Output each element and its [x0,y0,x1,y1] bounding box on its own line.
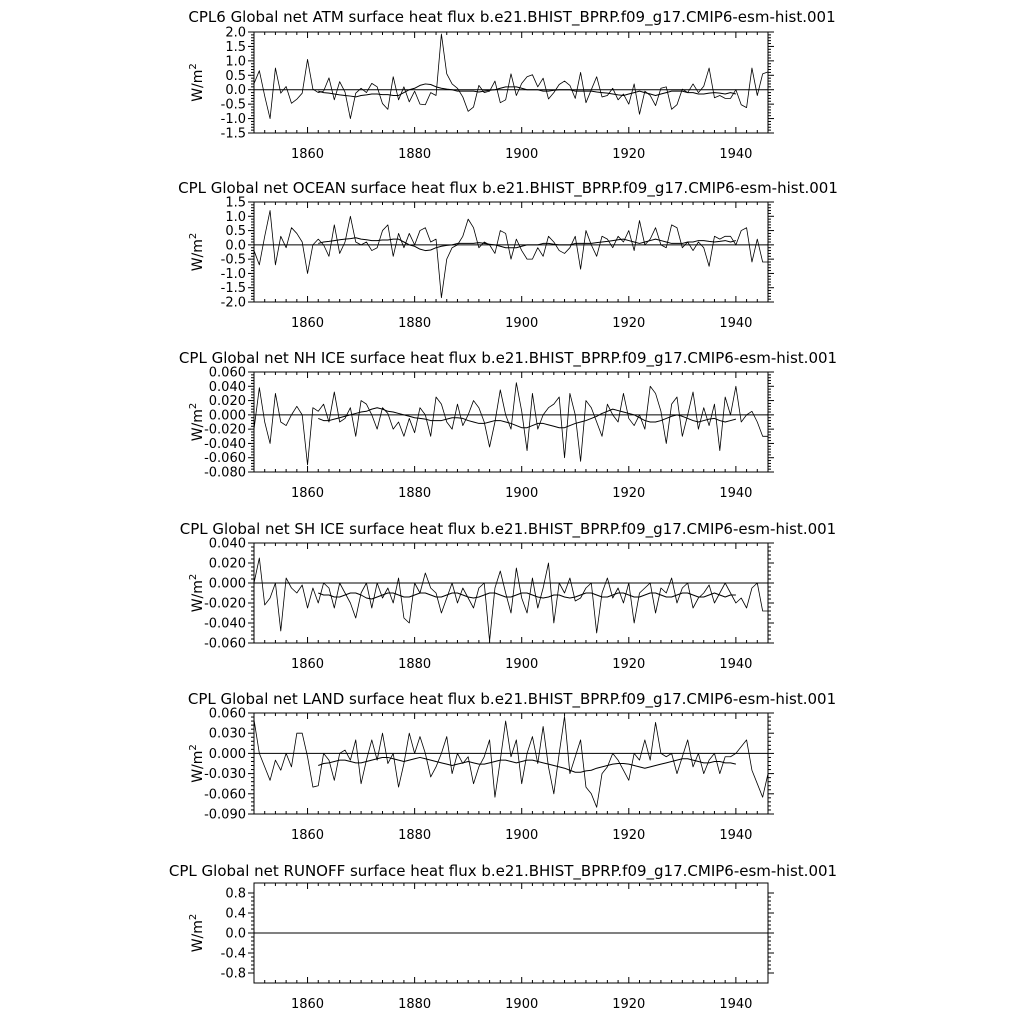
y-axis-label-superscript: 2 [188,63,199,70]
y-tick-label: 0.020 [208,394,246,410]
x-tick-label: 1860 [290,486,325,501]
y-axis-label-text: W/m [190,409,206,442]
x-tick-label: 1880 [398,828,432,843]
y-tick-label: 0.0 [225,238,246,254]
y-tick-label: -1.5 [220,126,246,142]
x-tick-label: 1900 [505,486,539,501]
x-tick-label: 1860 [290,147,325,162]
y-axis-label [188,403,206,442]
x-tick-label: 1920 [612,997,646,1012]
y-axis-label [188,574,206,613]
y-tick-label: 0.4 [225,906,246,922]
series-smoothed-line [318,408,736,428]
y-tick-label: -0.060 [204,451,246,467]
x-tick-label: 1880 [398,147,432,162]
y-tick-label: -0.040 [204,436,246,452]
panel-title: CPL Global net OCEAN surface heat flux b.e21.BHIST_BPRP.f09_g17.CMIP6-esm-hist.001 [178,179,838,197]
y-axis-label-superscript: 2 [188,913,199,921]
panel-title: CPL Global net RUNOFF surface heat flux b.e21.BHIST_BPRP.f09_g17.CMIP6-esm-hist.001 [168,862,838,880]
y-tick-label: 0.5 [225,224,246,240]
y-tick-label: 0.020 [208,556,246,572]
y-axis-label-superscript: 2 [188,573,199,581]
y-axis-label [188,744,206,783]
series-smoothed-line [318,84,736,97]
y-tick-label: 1.0 [225,54,246,70]
x-tick-label: 1940 [719,147,753,162]
y-axis-label [188,914,206,953]
x-tick-label: 1880 [398,657,432,672]
x-tick-label: 1900 [505,828,539,843]
y-tick-label: 0.000 [208,576,246,592]
x-tick-label: 1880 [398,486,432,501]
y-tick-label: -0.090 [204,807,246,823]
y-axis-label-text: W/m [190,920,206,953]
x-tick-label: 1920 [612,486,646,501]
y-tick-label: -1.5 [220,281,246,297]
x-tick-label: 1880 [398,316,432,331]
y-tick-label: -0.020 [204,422,246,438]
y-tick-label: -0.5 [220,97,246,113]
series-smoothed-line [318,238,736,251]
plot-frame [254,543,768,643]
y-tick-label: 2.0 [225,25,246,41]
y-tick-label: 0.040 [208,379,246,395]
y-tick-label: 0.040 [208,536,246,552]
panel-4 [180,520,836,672]
y-tick-label: -1.0 [220,266,246,282]
y-tick-label: 0.0 [225,83,246,99]
plot-frame [254,372,768,472]
panel-title: CPL6 Global net ATM surface heat flux b.e21.BHIST_BPRP.f09_g17.CMIP6-esm-hist.001 [188,8,836,26]
y-tick-label: -2.0 [220,295,246,311]
series-annual-line [254,558,768,641]
y-tick-label: -0.080 [204,465,246,481]
x-tick-label: 1880 [398,997,432,1012]
plot-frame [254,713,768,814]
panel-3 [179,349,837,501]
x-tick-label: 1860 [290,828,325,843]
y-axis-label-text: W/m [190,750,206,783]
panel-5 [188,690,836,843]
y-tick-label: -0.030 [204,767,246,783]
x-tick-label: 1920 [612,316,646,331]
panel-title: CPL Global net SH ICE surface heat flux b.e21.BHIST_BPRP.f09_g17.CMIP6-esm-hist.001 [179,520,837,538]
x-tick-label: 1920 [612,657,646,672]
y-axis-label-superscript: 2 [188,402,199,410]
panel-6 [169,862,837,1012]
y-tick-label: 1.0 [225,209,246,225]
y-axis-label [188,233,206,272]
y-tick-label: -0.4 [220,946,246,962]
plot-frame [254,202,768,302]
y-axis-label [188,63,206,102]
x-tick-label: 1860 [290,657,325,672]
y-tick-label: -0.060 [204,787,246,803]
y-tick-label: 0.000 [208,408,246,424]
y-axis-label-superscript: 2 [188,744,199,751]
y-tick-label: 1.5 [225,39,246,55]
x-tick-label: 1900 [505,997,539,1012]
x-tick-label: 1900 [505,657,539,672]
y-tick-label: -0.060 [204,636,246,652]
y-tick-label: 1.5 [225,195,246,211]
y-tick-label: 0.000 [208,746,246,762]
panel-1 [188,8,836,162]
x-tick-label: 1900 [505,147,539,162]
y-axis-label-text: W/m [190,69,206,102]
x-tick-label: 1940 [719,997,753,1012]
y-tick-label: 0.0 [225,926,246,942]
y-tick-label: -0.8 [220,966,246,982]
y-tick-label: 0.5 [225,68,246,84]
panel-2 [178,179,838,331]
series-annual-line [254,34,768,119]
panel-title: CPL Global net LAND surface heat flux b.e21.BHIST_BPRP.f09_g17.CMIP6-esm-hist.001 [187,690,837,708]
x-tick-label: 1860 [290,997,325,1012]
y-tick-label: -1.0 [220,112,246,128]
x-tick-label: 1920 [612,147,646,162]
panel-title: CPL Global net NH ICE surface heat flux b.e21.BHIST_BPRP.f09_g17.CMIP6-esm-hist.001 [178,349,838,367]
y-axis-label-superscript: 2 [188,232,199,240]
y-tick-label: 0.060 [208,365,246,381]
y-axis-label-text: W/m [190,239,206,272]
x-tick-label: 1860 [290,316,325,331]
x-tick-label: 1920 [612,828,646,843]
y-tick-label: 0.060 [208,706,246,722]
plot-frame [254,32,768,133]
y-tick-label: 0.030 [208,726,246,742]
series-annual-line [254,211,768,298]
y-tick-label: -0.020 [204,596,246,612]
y-tick-label: -0.040 [204,616,246,632]
y-tick-label: 0.8 [225,886,246,902]
x-tick-label: 1940 [719,486,753,501]
y-axis-label-text: W/m [190,580,206,613]
x-tick-label: 1940 [719,316,753,331]
x-tick-label: 1900 [505,316,539,331]
x-tick-label: 1940 [719,828,753,843]
y-tick-label: -0.5 [220,252,246,268]
x-tick-label: 1940 [719,657,753,672]
